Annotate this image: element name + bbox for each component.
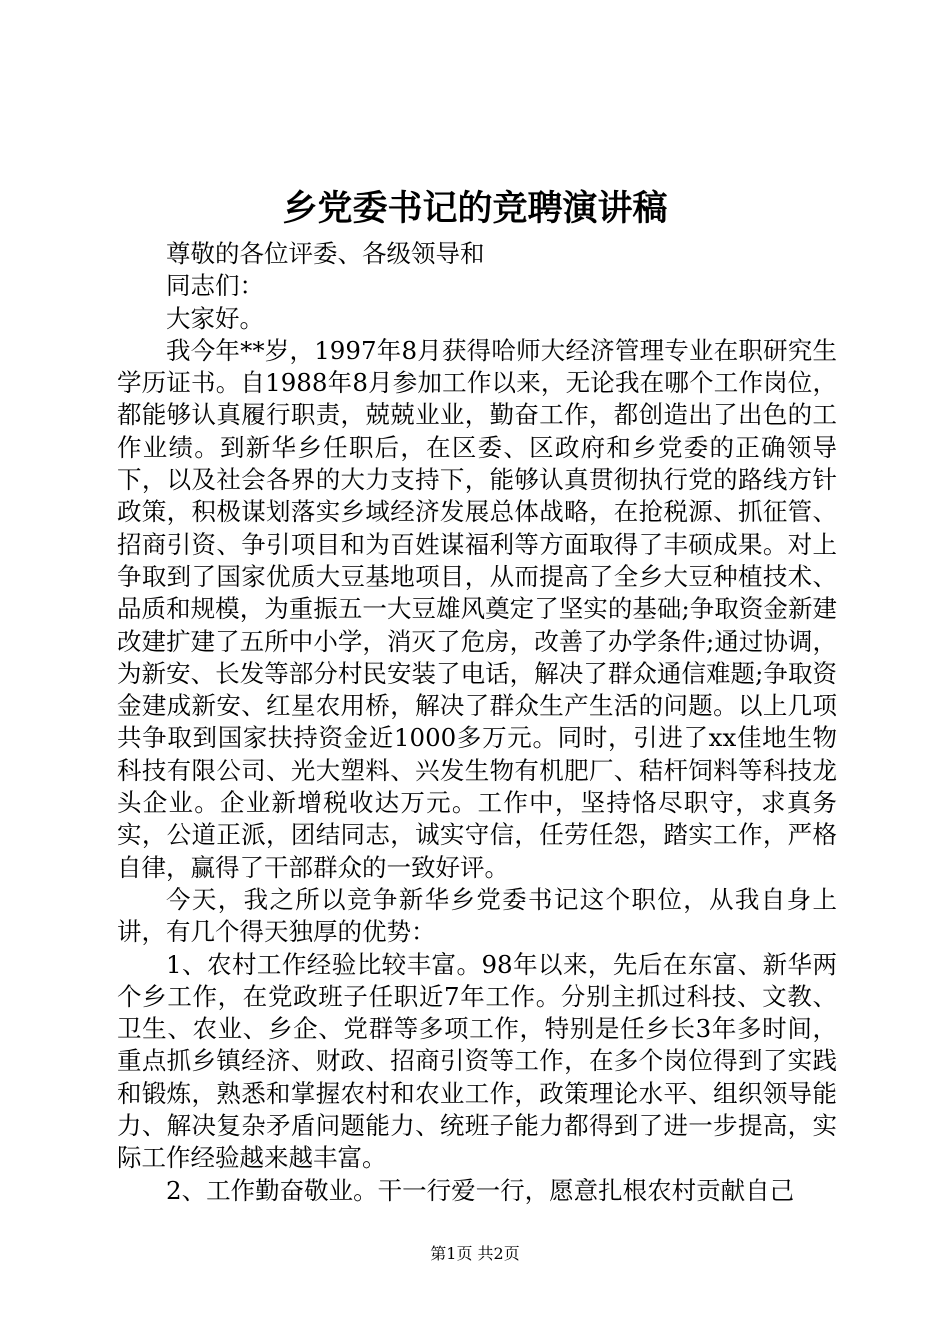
salutation-line-1: 尊敬的各位评委、各级领导和 [166,239,485,268]
paragraph-advantage-2: 2、工作勤奋敬业。干一行爱一行，愿意扎根农村贡献自己 [166,1175,795,1205]
paragraph-advantages-intro: 今天，我之所以竞争新华乡党委书记这个职位，从我自身上讲，有几个得天独厚的优势： [117,884,837,947]
greeting: 大家好。 [166,303,264,333]
paragraph-introduction: 我今年**岁，1997年8月获得哈师大经济管理专业在职研究生学历证书。自1988年8月参加工作以来，无论我在哪个工作岗位，都能够认真履行职责，兢兢业业，勤奋工作，都创造出了出色的工作业绩。到新华乡任职后，在区委、区政府和乡党委的正确领导下，以及社会各界的大力支持下，能够认真贯彻执行党的路线方针政策，积极谋划落实乡域经济发展总体战略，在抢税源、抓征管、招商引资、争引项目和为百姓谋福利等方面取得了丰硕成果。对上争取到了国家优质大豆基地项目，从而提高了全乡大豆种植技术、品质和规模，为重振五一大豆雄风奠定了坚实的基础;争取资金新建改建扩建了五所中小学，消灭了危房，改善了办学条件;通过协调，为新安、长发等部分村民安装了电话，解决了群众通信难题;争取资金建成新安、红星农用桥，解决了群众生产生活的问题。以上几项共争取到国家扶持资金近1000多万元。同时，引进了xx佳地生物科技有限公司、光大塑料、兴发生物有机肥厂、秸杆饲料等科技龙头企业。企业新增税收达万元。工作中，坚持恪尽职守，求真务实，公道正派，团结同志，诚实守信，任劳任怨，踏实工作，严格自律，赢得了干部群众的一致好评。 [117,335,837,882]
document-body [117,238,837,1207]
paragraph-advantage-1: 1、农村工作经验比较丰富。98年以来，先后在东富、新华两个乡工作，在党政班子任职近7年工作。分别主抓过科技、文教、卫生、农业、乡企、党群等多项工作，特别是任乡长3年多时间，重点抓乡镇经济、财政、招商引资等工作，在多个岗位得到了实践和锻炼，熟悉和掌握农村和农业工作，政策理论水平、组织领导能力、解决复杂矛盾问题能力、统班子能力都得到了进一步提高，实际工作经验越来越丰富。 [117,949,837,1173]
page-footer: 第1页 共2页 [430,1244,520,1263]
document-title: 乡党委书记的竞聘演讲稿 [282,188,668,229]
salutation-line-2: 同志们： [166,271,264,301]
